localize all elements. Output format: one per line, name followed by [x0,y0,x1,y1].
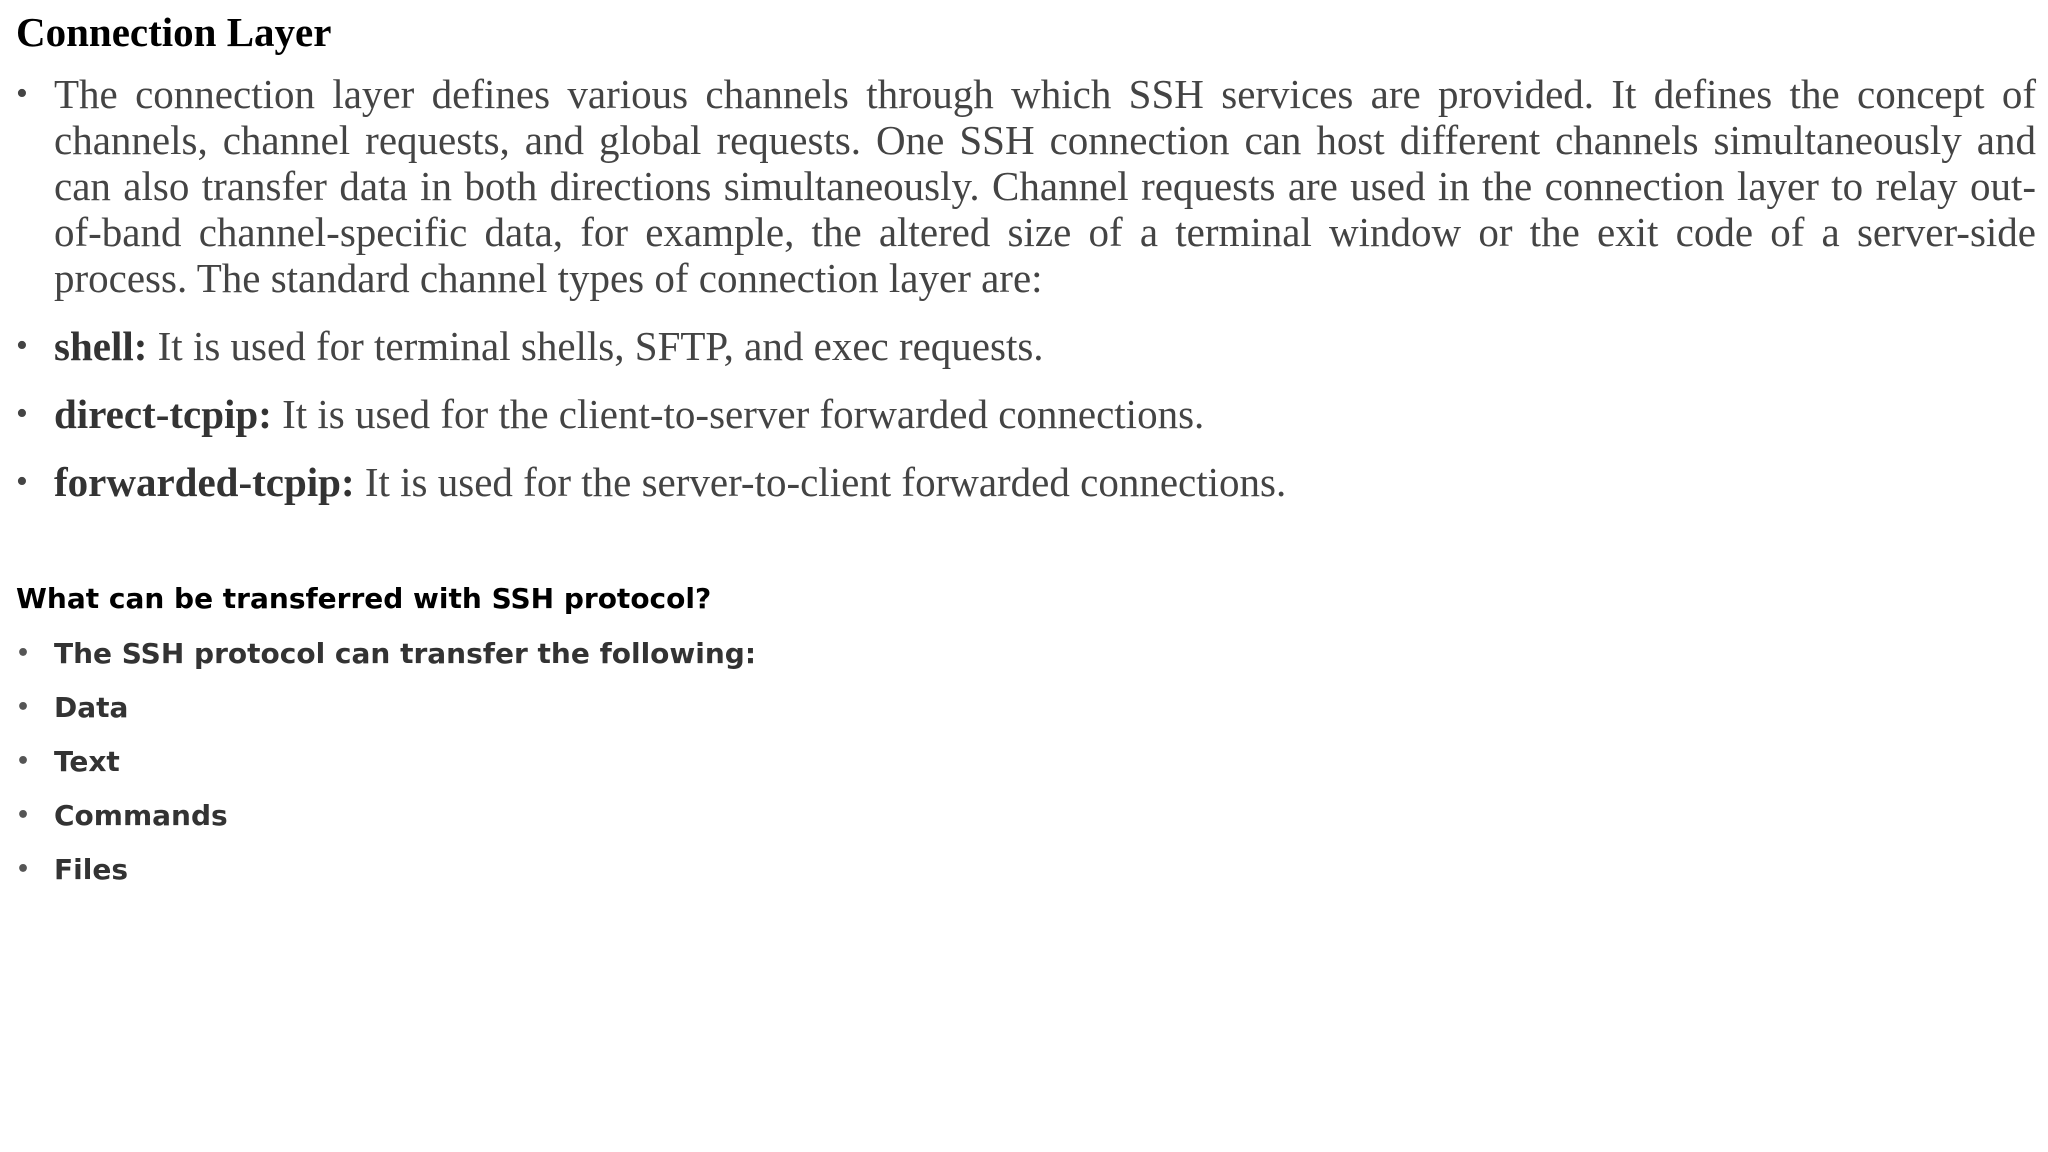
term-description: It is used for the client-to-server forwarded connections. [271,391,1205,438]
list-item-forwarded-tcpip [16,459,2036,505]
connection-layer-list [16,71,2036,505]
section-title: Connection Layer [16,9,332,55]
list-item-direct-tcpip [16,391,2036,437]
term-label: direct-tcpip: [54,391,272,438]
transfer-heading: What can be transferred with SSH protocol? [16,582,712,616]
list-item: • The SSH protocol can transfer the following: [16,636,2036,672]
term-label: forwarded-tcpip: [54,459,355,506]
intro-paragraph: • The connection layer defines various channels through which SSH services are provided. It defines the concept of channels, channel requests, and global requests. One SSH connection can host different channels simultaneously and can also transfer data in both directions simultaneously. Channel requests are used in the connection layer to relay out-of-band channel-specific data, for example, the altered size of a terminal window or the exit code of a server-side process. The standard channel types of connection layer are: [16,71,2036,301]
list-item: • Data [16,690,2036,726]
document-page [16,8,2036,906]
list-item: • Text [16,744,2036,780]
transfer-list [16,636,2036,888]
term-description: It is used for the server-to-client forwarded connections. [354,459,1287,506]
list-item-shell [16,323,2036,369]
list-item: • Files [16,852,2036,888]
list-item: • Commands [16,798,2036,834]
term-label: shell: [54,323,148,370]
term-description: It is used for terminal shells, SFTP, and exec requests. [147,323,1044,370]
